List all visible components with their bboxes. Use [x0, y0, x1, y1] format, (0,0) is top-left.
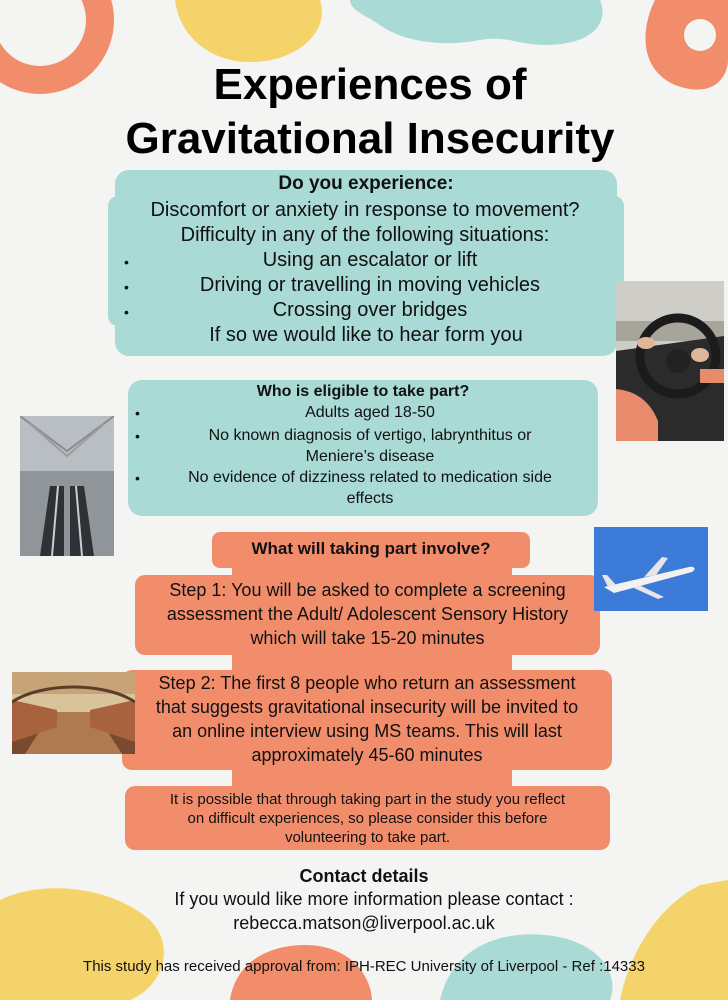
step1-line: assessment the Adult/ Adolescent Sensory History — [166, 604, 569, 624]
title-line-1: Experiences of — [213, 60, 527, 109]
experience-heading: Do you experience: — [278, 173, 454, 194]
experience-line-1: Discomfort or anxiety in response to movement? — [150, 199, 580, 221]
step2-line: Step 2: The first 8 people who return an assessment — [158, 673, 576, 693]
eligibility-item-3a: No evidence of dizziness related to medication side — [188, 469, 552, 486]
footer-approval: This study has received approval from: IPH-REC University of Liverpool - Ref :14333 — [83, 958, 645, 975]
bullet-icon: • — [124, 304, 129, 320]
bridge-photo — [12, 672, 135, 754]
bullet-icon: • — [135, 405, 140, 421]
escalator-photo — [20, 416, 114, 556]
step2-line: approximately 45-60 minutes — [251, 745, 483, 765]
bullet-icon: • — [124, 254, 129, 270]
title-line-2: Gravitational Insecurity — [125, 114, 615, 163]
eligibility-item-2a: No known diagnosis of vertigo, labrynthitus or — [208, 427, 532, 444]
step2-line: an online interview using MS teams. This will last — [172, 721, 562, 741]
car-steering-wheel-photo — [616, 281, 724, 441]
contact-line: If you would like more information please contact : — [174, 889, 574, 909]
experience-item: Driving or travelling in moving vehicles — [199, 274, 541, 296]
experience-item: Crossing over bridges — [272, 299, 468, 321]
contact-email[interactable]: rebecca.matson@liverpool.ac.uk — [233, 913, 495, 933]
airplane-photo — [594, 527, 708, 611]
bullet-icon: • — [135, 470, 140, 486]
note-line: It is possible that through taking part in the study you reflect — [169, 791, 566, 808]
involvement-heading: What will taking part involve? — [251, 539, 491, 558]
experience-line-2: Difficulty in any of the following situations: — [180, 224, 550, 246]
eligibility-item-2b: Meniere’s disease — [305, 448, 435, 465]
experience-closing: If so we would like to hear form you — [209, 324, 523, 346]
step1-line: which will take 15-20 minutes — [250, 628, 485, 648]
step2-line: that suggests gravitational insecurity will be invited to — [155, 697, 579, 717]
experience-item: Using an escalator or lift — [262, 249, 478, 271]
page-title — [70, 58, 670, 166]
eligibility-item-3b: effects — [346, 490, 394, 507]
contact-heading: Contact details — [299, 866, 429, 886]
note-line: on difficult experiences, so please consider this before — [187, 810, 548, 827]
bullet-icon: • — [135, 428, 140, 444]
step1-line: Step 1: You will be asked to complete a screening — [169, 580, 566, 600]
eligibility-item-1: Adults aged 18-50 — [305, 404, 435, 421]
eligibility-heading: Who is eligible to take part? — [256, 383, 470, 400]
note-line: volunteering to take part. — [284, 829, 451, 846]
bullet-icon: • — [124, 279, 129, 295]
